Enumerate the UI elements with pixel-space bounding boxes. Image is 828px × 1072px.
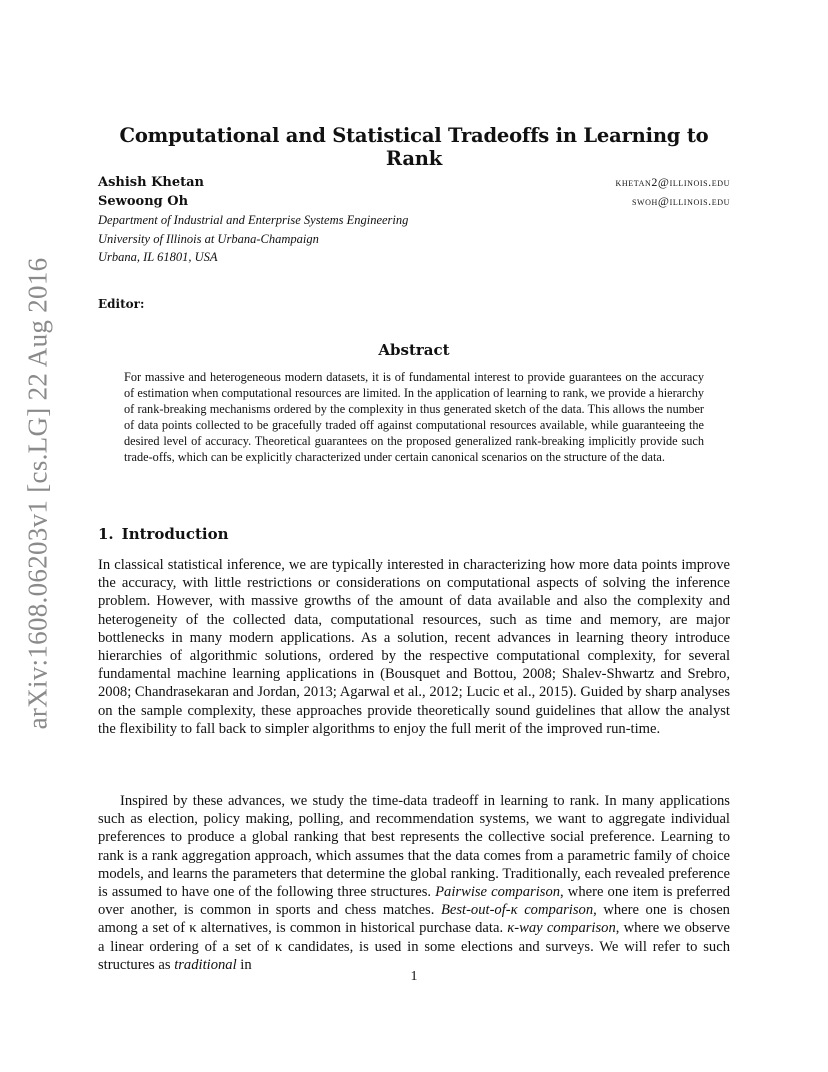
paragraph-text: in [236,956,252,973]
emphasized-term: κ-way comparison [507,920,616,937]
author-email: swoh@illinois.edu [631,194,730,208]
author-name: Ashish Khetan [98,175,204,190]
emphasized-term: Pairwise comparison [435,884,561,901]
abstract-text: For massive and heterogeneous modern datasets, it is of fundamental interest to provide guarantees on the accuracy of estimation when computational resources are limited. In the application of learning to rank, we provide a hierarchy of rank-breaking mechanisms ordered by the complexity in thus generated sketch of the data. This allows the number of data points collected to be gracefully traded off against computational resources available, while guaranteeing the desired level of accuracy. Theoretical guarantees on the proposed generalized rank-breaking implicitly provide such trade-offs, which can be explicitly characterized under certain canonical scenarios on the structure of the data. [124,370,704,465]
author-row [98,194,730,212]
paper-title: Computational and Statistical Tradeoffs in Learning to Rank [119,124,709,170]
abstract-heading: Abstract [378,341,450,359]
paragraph-text: , where one is chosen among a set of κ alternatives, is common in historical purchase data. [98,902,730,937]
editor-label: Editor: [98,297,145,311]
author-email: khetan2@illinois.edu [615,175,730,189]
page-number: 1 [410,969,418,984]
arxiv-stamp-text: arXiv:1608.06203v1 [cs.LG] 22 Aug 2016 [22,257,53,729]
intro-paragraph [98,792,730,974]
paragraph-text: , where we observe a linear ordering of a set of κ candidates, is used in some elections and surveys. We will refer to such structures as [98,920,730,973]
intro-paragraph: In classical statistical inference, we are typically interested in characterizing how more data points improve the accuracy, with little restrictions or considerations on computational aspects of solving the inference problem. However, with massive growths of the amount of data available and also the complexity and heterogeneity of the collected data, computational resources, such as time and memory, are major bottlenecks in many modern applications. As a solution, recent advances in learning theory introduce hierarchies of algorithmic solutions, ordered by the respective computational complexity, for several fundamental machine learning applications in (Bousquet and Bottou, 2008; Shalev-Shwartz and Srebro, 2008; Chandrasekaran and Jordan, 2013; Agarwal et al., 2012; Lucic et al., 2015). Guided by sharp analyses on the sample complexity, these approaches provide theoretically sound guidelines that allow the analyst the flexibility to fall back to simpler algorithms to enjoy the full merit of the improved run-time. [98,557,730,737]
section-title: Introduction [121,525,229,543]
affiliation-line: Urbana, IL 61801, USA [98,250,218,264]
emphasized-term: Best-out-of-κ comparison [440,902,594,919]
emphasized-term: traditional [174,956,237,973]
section-heading [98,525,229,543]
paragraph-text: Inspired by these advances, we study the time-data tradeoff in learning to rank. In many applications such as election, policy making, polling, and recommendation systems, we want to aggregate individual preferences to produce a global ranking that best represents the collective social preference. Learning to rank is a rank aggregation approach, which assumes that the data comes from a parametric family of choice models, and learns the parameters that determine the global ranking. Traditionally, each revealed preference is assumed to have one of the following three structures. [98,793,730,901]
affiliation-line: University of Illinois at Urbana-Champaign [98,232,319,246]
affiliation-line: Department of Industrial and Enterprise Systems Engineering [98,213,409,227]
paragraph-text: , where one item is preferred over another, is common in sports and chess matches. [98,884,730,919]
author-row [98,175,730,193]
author-name: Sewoong Oh [98,194,189,209]
section-number: 1. [98,525,114,543]
arxiv-identifier-stamp [22,257,54,729]
